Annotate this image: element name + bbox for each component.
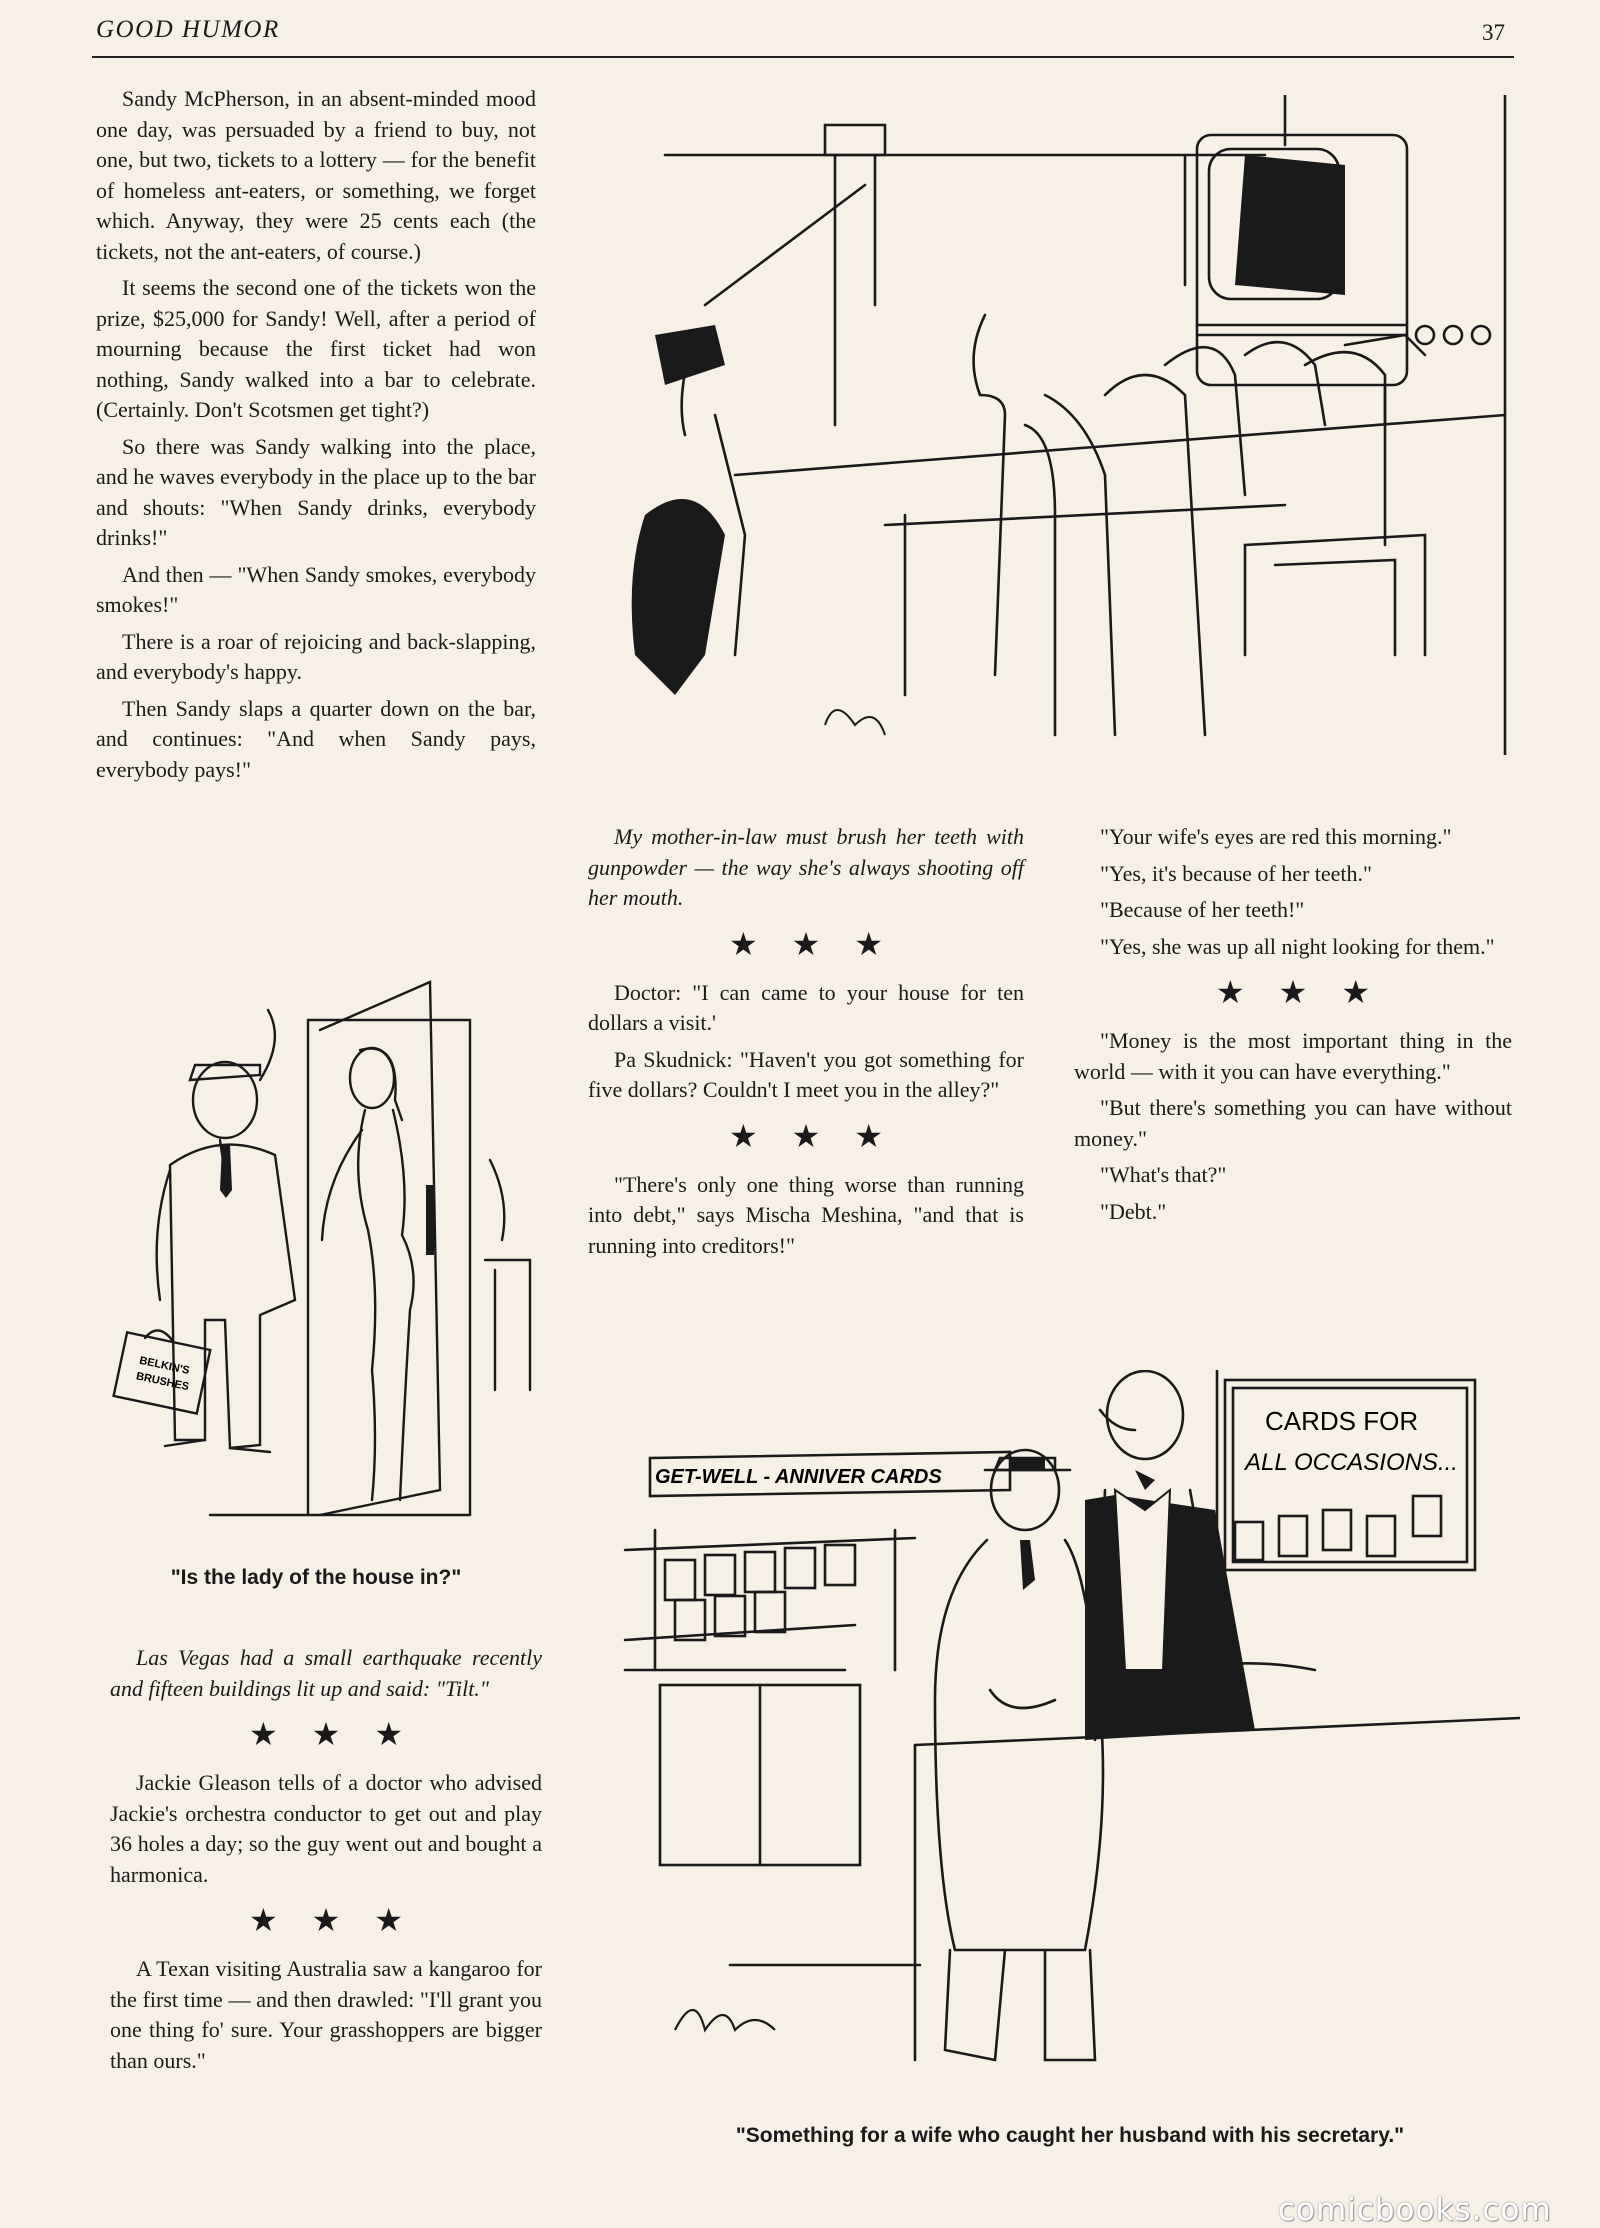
joke-line: "Because of her teeth!" <box>1100 897 1305 922</box>
cartoon-bar-television <box>585 95 1520 755</box>
joke-pa-skudnick-line: Pa Skudnick: "Haven't you got something for five dollars? Couldn't I meet you in the alley?" <box>588 1046 1024 1102</box>
joke-mischa-meshina: "There's only one thing worse than running into debt," says Mischa Meshina, "and that is running into creditors!" <box>588 1171 1024 1258</box>
star-divider: ★★★ <box>728 925 918 962</box>
joke-line: "What's that?" <box>1100 1162 1227 1187</box>
joke-line: "Yes, it's because of her teeth." <box>1100 860 1373 886</box>
running-header: GOOD HUMOR <box>96 16 280 43</box>
case-label-line1: BELKIN'S <box>138 1354 191 1377</box>
story-paragraph: Sandy McPherson, in an absent-minded mood one day, was persuaded by a friend to buy, not one, but two, tickets to a lottery — for the benefit of homeless ant-eaters, or something, we forget which. Anyway, they were 25 cents each (the tickets, not the ant-eaters, of course.) <box>96 86 536 264</box>
cartoon-caption-card-shop: "Something for a wife who caught her husband with his secretary." <box>735 2124 1405 2147</box>
jokes-column-2 <box>588 822 1024 1267</box>
story-sandy-mcpherson <box>96 84 536 791</box>
joke-line: "Your wife's eyes are red this morning." <box>1100 824 1452 849</box>
joke-jackie-gleason: Jackie Gleason tells of a doctor who advised Jackie's orchestra conductor to get out and play 36 holes a day; so the guy went out and bought a harmonica. <box>110 1770 542 1887</box>
site-watermark: comicbooks.com <box>1278 2192 1552 2228</box>
cartoon-card-shop <box>615 1370 1520 2090</box>
case-label-line2: BRUSHES <box>134 1370 191 1394</box>
star-divider: ★★★ <box>248 1902 438 1938</box>
story-paragraph: There is a roar of rejoicing and back-slapping, and everybody's happy. <box>96 628 536 684</box>
joke-line: "But there's something you can have without money." <box>1074 1095 1512 1151</box>
jokes-column-3 <box>1074 822 1512 1233</box>
story-paragraph: It seems the second one of the tickets won the prize, $25,000 for Sandy! Well, after a period of mourning because the first ticket had won nothing, Sandy walked into a bar to celebrate. (Certainly. Don't Scotsmen get tight?) <box>96 275 536 422</box>
joke-line: "Yes, she was up all night looking for them." <box>1100 933 1495 959</box>
story-paragraph: Then Sandy slaps a quarter down on the bar, and continues: "And when Sandy pays, everybody pays!" <box>96 695 536 782</box>
joke-texan: A Texan visiting Australia saw a kangaroo for the first time — and then drawled: "I'll grant you one thing fo' sure. Your grasshoppers are bigger than ours." <box>110 1956 542 2073</box>
joke-las-vegas: Las Vegas had a small earthquake recently and fifteen buildings lit up and said: "Tilt." <box>110 1645 542 1701</box>
wall-sign-line1: CARDS FOR <box>1265 1406 1419 1436</box>
cartoon-caption-door: "Is the lady of the house in?" <box>170 1566 462 1589</box>
star-divider: ★★★ <box>1215 974 1405 1010</box>
joke-line: "Debt." <box>1100 1198 1167 1224</box>
joke-line: "Money is the most important thing in the world — with it you can have everything." <box>1074 1028 1512 1084</box>
star-divider: ★★★ <box>728 1117 918 1154</box>
wall-sign-line2: ALL OCCASIONS... <box>1245 1449 1458 1476</box>
story-paragraph: And then — "When Sandy smokes, everybody smokes!" <box>96 561 536 617</box>
page-number: 37 <box>1482 20 1505 45</box>
header-rule <box>92 56 1514 58</box>
jokes-column-1-bottom <box>110 1643 542 2082</box>
store-banner: GET-WELL - ANNIVER CARDS <box>655 1466 942 1488</box>
joke-mother-in-law: My mother-in-law must brush her teeth with gunpowder — the way she's always shooting off her mouth. <box>588 824 1024 910</box>
joke-doctor-line: Doctor: "I can came to your house for ten dollars a visit.' <box>588 979 1024 1035</box>
cartoon-door-salesman <box>110 970 540 1540</box>
star-divider: ★★★ <box>248 1716 438 1752</box>
story-paragraph: So there was Sandy walking into the place, and he waves everybody in the place up to the bar and shouts: "When Sandy drinks, everybody drinks!" <box>96 433 536 550</box>
